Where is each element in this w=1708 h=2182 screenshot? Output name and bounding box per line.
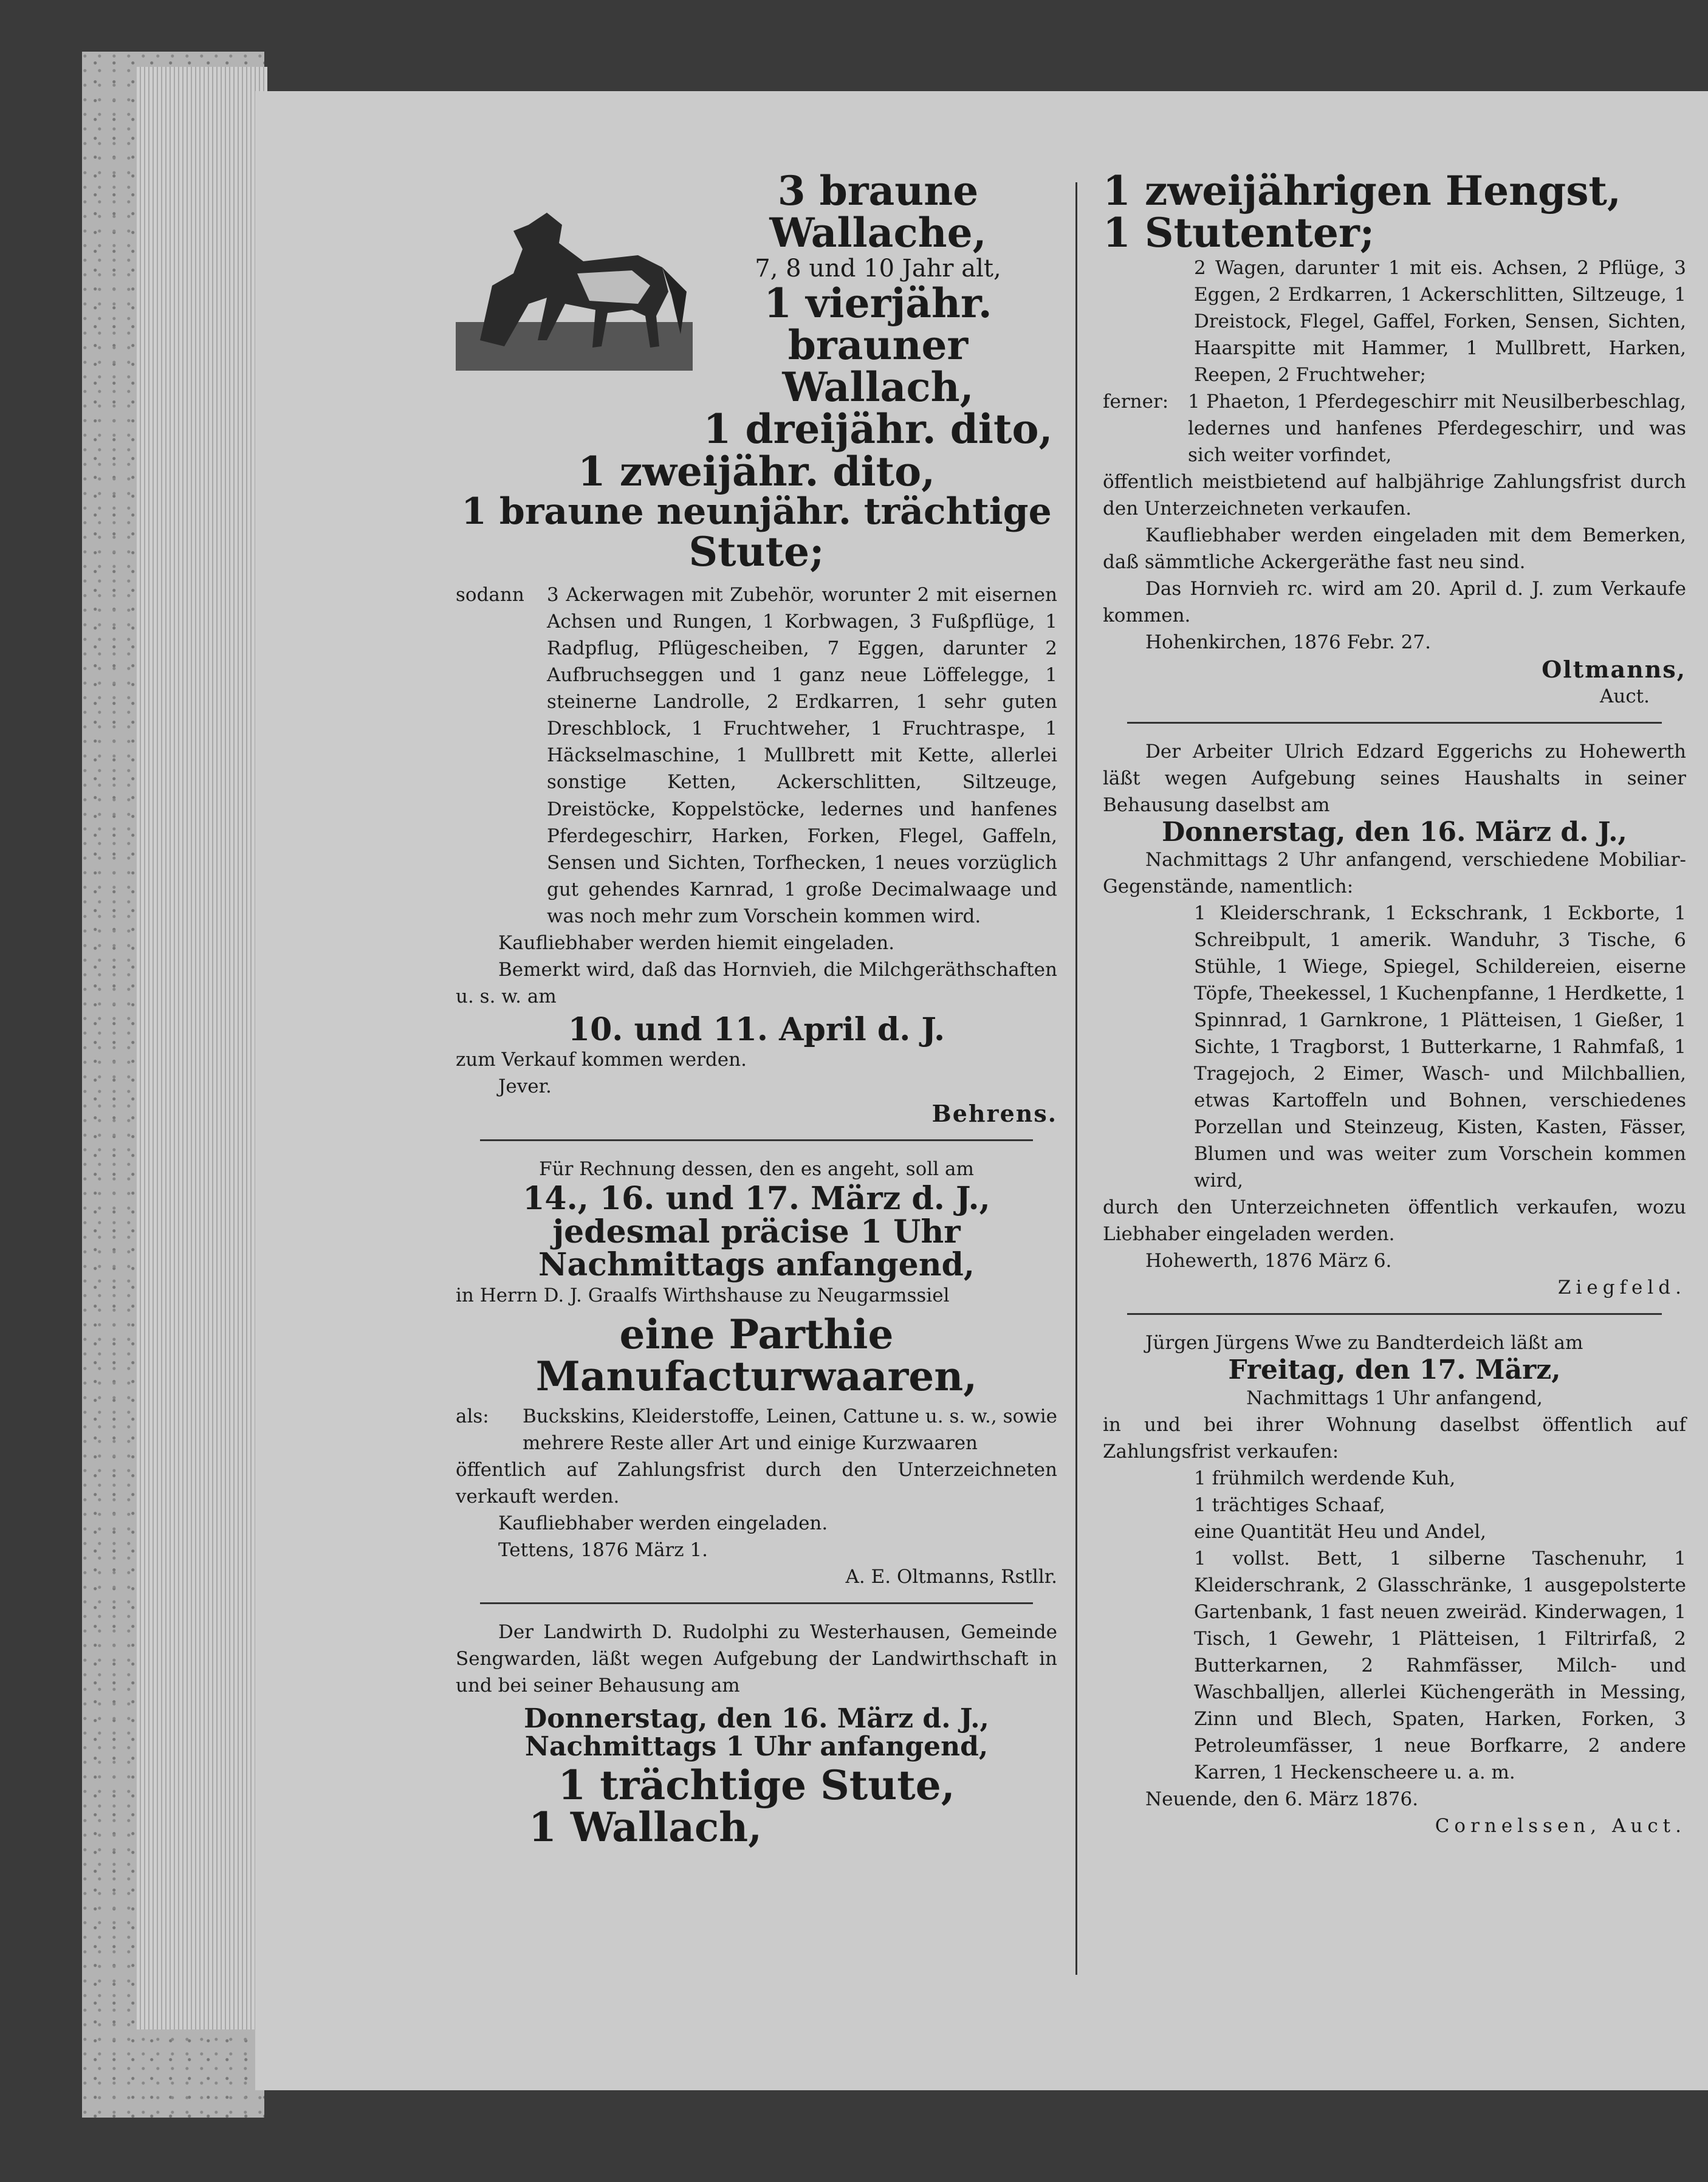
r-ad3-item-4: 1 vollst. Bett, 1 silberne Taschenuhr, 1 Kleiderschrank, 2 Glasschränke, 1 ausgepolsterte Gartenbank, 1 fast neuen zweiräd. Kinderwagen, 1 Tisch, 1 Gewehr, 1 Plätteisen, 1 Filtrirfaß, 2 Butterkarnen, 2 Rahmfässer, Milch- und Waschballjen, allerlei Küchengeräth in Messing, Zinn und Blech, Spaten, Harken, Forken, 3 Petroleumfässer, 1 neue Borfkarre, 2 andere Karren, 1 Heckenscheere u. a. m. (1194, 1547, 1686, 1783)
ad3-heading-1: Donnerstag, den 16. März d. J., (524, 1703, 989, 1734)
r-ad3-item-2: 1 trächtiges Schaaf, (1194, 1494, 1385, 1516)
sodann-text: 3 Ackerwagen mit Zubehör, worunter 2 mit eisernen Achsen und Rungen, 1 Korbwagen, 3 Fußpflüge, 1 Radpflug, Pflügescheiben, 7 Eggen, darunter 2 Aufbruchseggen und 1 ganz neue Löffelegge, 1 steinerne Landrolle, 2 Erdkarren, 1 sehr guten Dreschblock, 1 Fruchtweher, 1 Fruchtraspe, 1 Häckselmaschine, 1 Mullbrett mit Kette, allerlei sonstige Ketten, Ackerschlitten, Siltzeuge, Dreistöcke, Koppelstöcke, ledernes und hanfenes Pferdegeschirr, Harken, Forken, Flegel, Gaffeln, Sensen und Sichten, Torfhecken, 1 neues vorzüglich gut gehendes Karnrad, 1 große Decimalwaage und was noch mehr zum Vorschein kommen wird. (547, 584, 1057, 927)
ad1-place: Jever. (498, 1076, 552, 1098)
r-ad2-signature: Ziegfeld. (1557, 1277, 1686, 1299)
r-ad2-place: Hohewerth, 1876 März 6. (1145, 1250, 1392, 1272)
ferner-text: 1 Phaeton, 1 Pferdegeschirr mit Neusilberbeschlag, ledernes und hanfenes Pferdegeschirr, und was sich weiter vorfindet, (1188, 390, 1686, 466)
ad2-para-1: Für Rechnung dessen, den es angeht, soll am (539, 1158, 974, 1181)
r-ad1-ferner (1103, 388, 1686, 468)
ad-rudolphi (456, 1619, 1057, 1849)
newspaper-page (255, 91, 1708, 2090)
r-ad3-item-3: eine Quantität Heu und Andel, (1194, 1520, 1487, 1543)
r-ad1-para-2: öffentlich meistbietend auf halbjährige Zahlungsfrist durch den Unterzeichneten verkaufen. (1103, 470, 1686, 520)
ad1-heading-2: 1 vierjähr. brauner (764, 279, 992, 369)
ad3-heading-4: 1 Wallach, (529, 1803, 763, 1851)
ad2-als (456, 1403, 1057, 1456)
r-ad3-item-1: 1 frühmilch werdende Kuh, (1194, 1467, 1456, 1489)
r-ad2-items: 1 Kleiderschrank, 1 Eckschrank, 1 Eckborte, 1 Schreibpult, 1 amerik. Wanduhr, 3 Tische, 6 Stühle, 1 Wiege, Spiegel, Schildereien, eiserne Töpfe, Theekessel, 1 Kuchenpfanne, 1 Herdkette, 1 Spinnrad, 1 Garnkrone, 1 Plätteisen, 1 Gießer, 1 Sichte, 1 Tragborst, 1 Butterkarne, 1 Rahmfaß, 1 Tragejoch, 2 Eimer, Wasch- und Milchballien, etwas Kartoffeln und Bohnen, verschiedenes Porzellan und Steinzeug, Kisten, Kasten, Fässer, Blumen und was weiter zum Vorschein kommen wird, (1194, 902, 1686, 1192)
ad-manufactur (456, 1156, 1057, 1590)
ad1-para-2: Bemerkt wird, daß das Hornvieh, die Milchgeräthschaften u. s. w. am (456, 958, 1057, 1007)
r-ad3-place: Neuende, den 6. März 1876. (1145, 1788, 1419, 1810)
ad1-heading-4: 1 dreijähr. dito, (703, 405, 1053, 453)
ad1-subheading: 7, 8 und 10 Jahr alt, (755, 254, 1001, 283)
r-ad1-para-4: Das Hornvieh rc. wird am 20. April d. J. zum Verkaufe kommen. (1103, 577, 1686, 626)
ad-juergens (1103, 1329, 1686, 1839)
ad1-heading-7: Stute; (688, 528, 825, 576)
als-label: als: (456, 1405, 489, 1427)
als-text: Buckskins, Kleiderstoffe, Leinen, Cattune u. s. w., sowie mehrere Reste aller Art und einige Kurzwaaren (523, 1405, 1057, 1454)
r-ad2-para-2: Nachmittags 2 Uhr anfangend, verschiedene Mobiliar-Gegenstände, namentlich: (1103, 849, 1686, 898)
ad-hengst (1103, 167, 1686, 710)
r-ad2-para-1: Der Arbeiter Ulrich Edzard Eggerichs zu Hohewerth läßt wegen Aufgebung seines Haushalts in seiner Behausung daselbst am (1103, 740, 1686, 816)
r-ad3-para-2: Nachmittags 1 Uhr anfangend, (1246, 1387, 1543, 1409)
ad1-signature: Behrens. (931, 1100, 1057, 1128)
r-ad1-heading-2: 1 Stutenter; (1103, 209, 1375, 257)
ad2-heading-2: jedesmal präcise 1 Uhr Nachmittags anfangend, (538, 1213, 975, 1284)
right-column (1103, 167, 1686, 2005)
ad2-signature: A. E. Oltmanns, Rstllr. (845, 1565, 1057, 1588)
ad3-heading-3: 1 trächtige Stute, (558, 1762, 955, 1810)
ad1-heading-3: Wallach, (782, 363, 974, 411)
ad-divider (480, 1139, 1033, 1141)
ad3-para-1: Der Landwirth D. Rudolphi zu Westerhausen, Gemeinde Sengwarden, läßt wegen Aufgebung der Landwirthschaft in und bei seiner Behausung am (456, 1621, 1057, 1697)
ad2-heading-3: eine Parthie Manufacturwaaren, (535, 1311, 978, 1401)
ad1-heading-6: 1 braune neunjähr. trächtige (461, 490, 1052, 533)
ad-divider (480, 1602, 1033, 1604)
r-ad1-para-1: 2 Wagen, darunter 1 mit eis. Achsen, 2 Pflüge, 3 Eggen, 2 Erdkarren, 1 Ackerschlitten, Siltzeuge, 1 Dreistock, Flegel, Gaffel, Forken, Sensen, Sichten, Haarspitte mit Hammer, 1 Mullbrett, Harken, Reepen, 2 Fruchtweher; (1194, 256, 1686, 386)
ad2-para-4: Kaufliebhaber werden eingeladen. (498, 1512, 828, 1534)
r-ad2-para-3: durch den Unterzeichneten öffentlich verkaufen, wozu Liebhaber eingeladen werden. (1103, 1196, 1686, 1246)
ad-divider (1127, 1313, 1662, 1315)
r-ad3-para-3: in und bei ihrer Wohnung daselbst öffentlich auf Zahlungsfrist verkaufen: (1103, 1413, 1686, 1463)
sodann-label: sodann (456, 584, 524, 606)
ad3-heading-2: Nachmittags 1 Uhr anfangend, (524, 1731, 989, 1762)
page-stack (137, 67, 267, 2029)
r-ad2-heading-1: Donnerstag, den 16. März d. J., (1162, 816, 1627, 848)
ad1-para-1: Kaufliebhaber werden hiemit eingeladen. (498, 931, 895, 954)
ferner-label: ferner: (1103, 390, 1169, 413)
horse-woodcut-icon (456, 188, 693, 371)
ad1-heading-5: 1 zweijähr. dito, (577, 447, 936, 495)
ad2-heading-1: 14., 16. und 17. März d. J., (523, 1180, 990, 1218)
r-ad1-para-3: Kaufliebhaber werden eingeladen mit dem Bemerken, daß sämmtliche Ackergeräthe fast neu sind. (1103, 524, 1686, 573)
ad2-para-2: in Herrn D. J. Graalfs Wirthshause zu Neugarmssiel (456, 1285, 950, 1307)
r-ad1-place: Hohenkirchen, 1876 Febr. 27. (1145, 631, 1432, 653)
ad1-para-3: zum Verkauf kommen werden. (456, 1049, 747, 1071)
r-ad1-heading-1: 1 zweijährigen Hengst, (1103, 167, 1621, 214)
ad1-sodann (456, 582, 1057, 929)
ad2-place: Tettens, 1876 März 1. (498, 1539, 708, 1561)
ad2-para-3: öffentlich auf Zahlungsfrist durch den Unterzeichneten verkauft werden. (456, 1458, 1057, 1508)
ad-horses (456, 167, 1057, 1128)
r-ad3-signature: Cornelssen, Auct. (1435, 1814, 1686, 1837)
r-ad1-signature: Oltmanns, (1542, 655, 1686, 683)
r-ad3-heading-1: Freitag, den 17. März, (1228, 1354, 1561, 1386)
ad-eggerichs (1103, 738, 1686, 1302)
horse-header (456, 167, 1057, 453)
ad-divider (1127, 722, 1662, 724)
ad1-heading-1: 3 braune Wallache, (769, 167, 987, 257)
r-ad1-signature-title: Auct. (1599, 685, 1650, 707)
r-ad3-para-1: Jürgen Jürgens Wwe zu Bandterdeich läßt am (1145, 1332, 1583, 1354)
left-column (456, 167, 1057, 2005)
column-rule (1075, 182, 1077, 1975)
ad1-date: 10. und 11. April d. J. (568, 1010, 945, 1048)
